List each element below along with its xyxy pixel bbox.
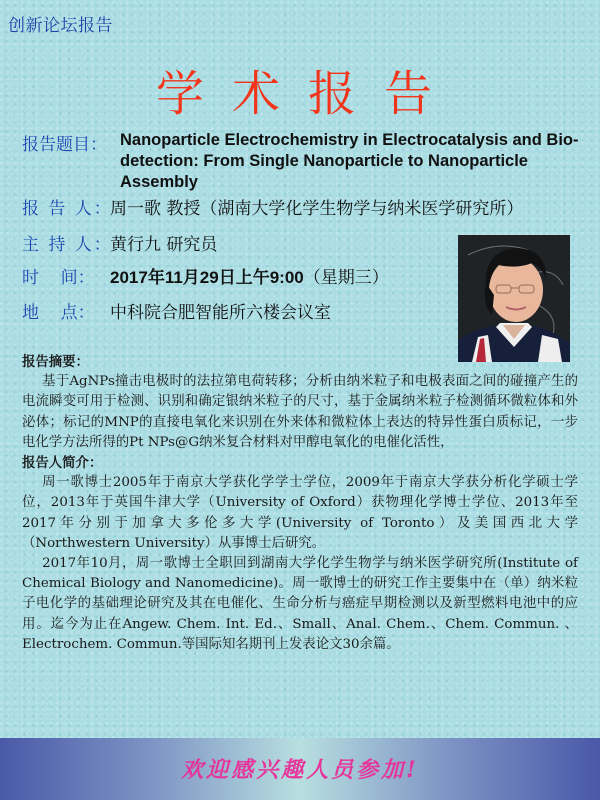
bio-paragraph: 2017年10月，周一歌博士全职回到湖南大学化学生物学与纳米医学研究所(Institute of Chemical Biology and Nanomedicine)。周一歌博士的研究工作主要集中在（单）纳米粒子电化学的基础理论研究及其在电催化、生命分析与癌症早期检测以及新型燃料电池中的应用。迄今为止在Angew. Chem. Int. Ed.、Small、Anal. Chem.、Chem. Commun. 、Electrochem. Commun.等国际知名期刊上发表论文30余篇。 — [22, 556, 578, 652]
time-weekday: （星期三） — [303, 268, 389, 288]
bio-paragraph: 周一歌博士2005年于南京大学获化学学士学位，2009年于南京大学获分析化学硕士学位，2013年于英国牛津大学（University of Oxford）获物理化学博士学位、2013年至 2017年分别于加拿大多伦多大学(University of Toronto）及美国西北大学（Northwestern University）从事博士后研究。 — [22, 475, 578, 551]
speaker-photo — [458, 235, 570, 362]
page-title: 学术报告 — [156, 66, 461, 122]
host-value: 黄行九 研究员 — [110, 235, 218, 255]
bio-heading: 报告人简介： — [22, 455, 103, 471]
topic-value: Nanoparticle Electrochemistry in Electrocatalysis and Bio-detection: From Single Nanoparticle to Nanoparticle Assembly — [120, 131, 579, 191]
bio-section — [22, 453, 578, 655]
time-label: 时 间： — [22, 268, 95, 288]
abstract-text: 基于AgNPs撞击电极时的法拉第电荷转移；分析由纳米粒子和电极表面之间的碰撞产生的电流瞬变可用于检测、识别和确定银纳米粒子的尺寸，基于金属纳米粒子检测循环微粒体和外泌体；标记的MNP的直接电氧化来识别在外来体和微粒体上表达的特异性蛋白质标记，一步电化学方法所得的Pt NPs@G纳米复合材料对甲醇电氧化的电催化活性， — [22, 374, 578, 450]
abstract-heading: 报告摘要： — [22, 354, 89, 370]
place-label: 地 点： — [22, 303, 95, 323]
footer-band — [0, 738, 600, 800]
welcome-message: 欢迎感兴趣人员参加! — [181, 757, 419, 783]
place-value: 中科院合肥智能所六楼会议室 — [110, 303, 331, 323]
time-date: 2017年11月29日上午9:00 — [110, 268, 304, 287]
topic-label: 报告题目： — [22, 135, 107, 155]
speaker-value: 周一歌 教授（湖南大学化学生物学与纳米医学研究所） — [110, 199, 524, 219]
abstract-section — [22, 352, 578, 453]
speaker-label: 报 告 人： — [22, 199, 113, 219]
host-label: 主 持 人： — [22, 235, 113, 255]
forum-name: 创新论坛报告 — [8, 16, 113, 36]
time-value — [110, 263, 389, 288]
portrait-image — [458, 235, 570, 362]
